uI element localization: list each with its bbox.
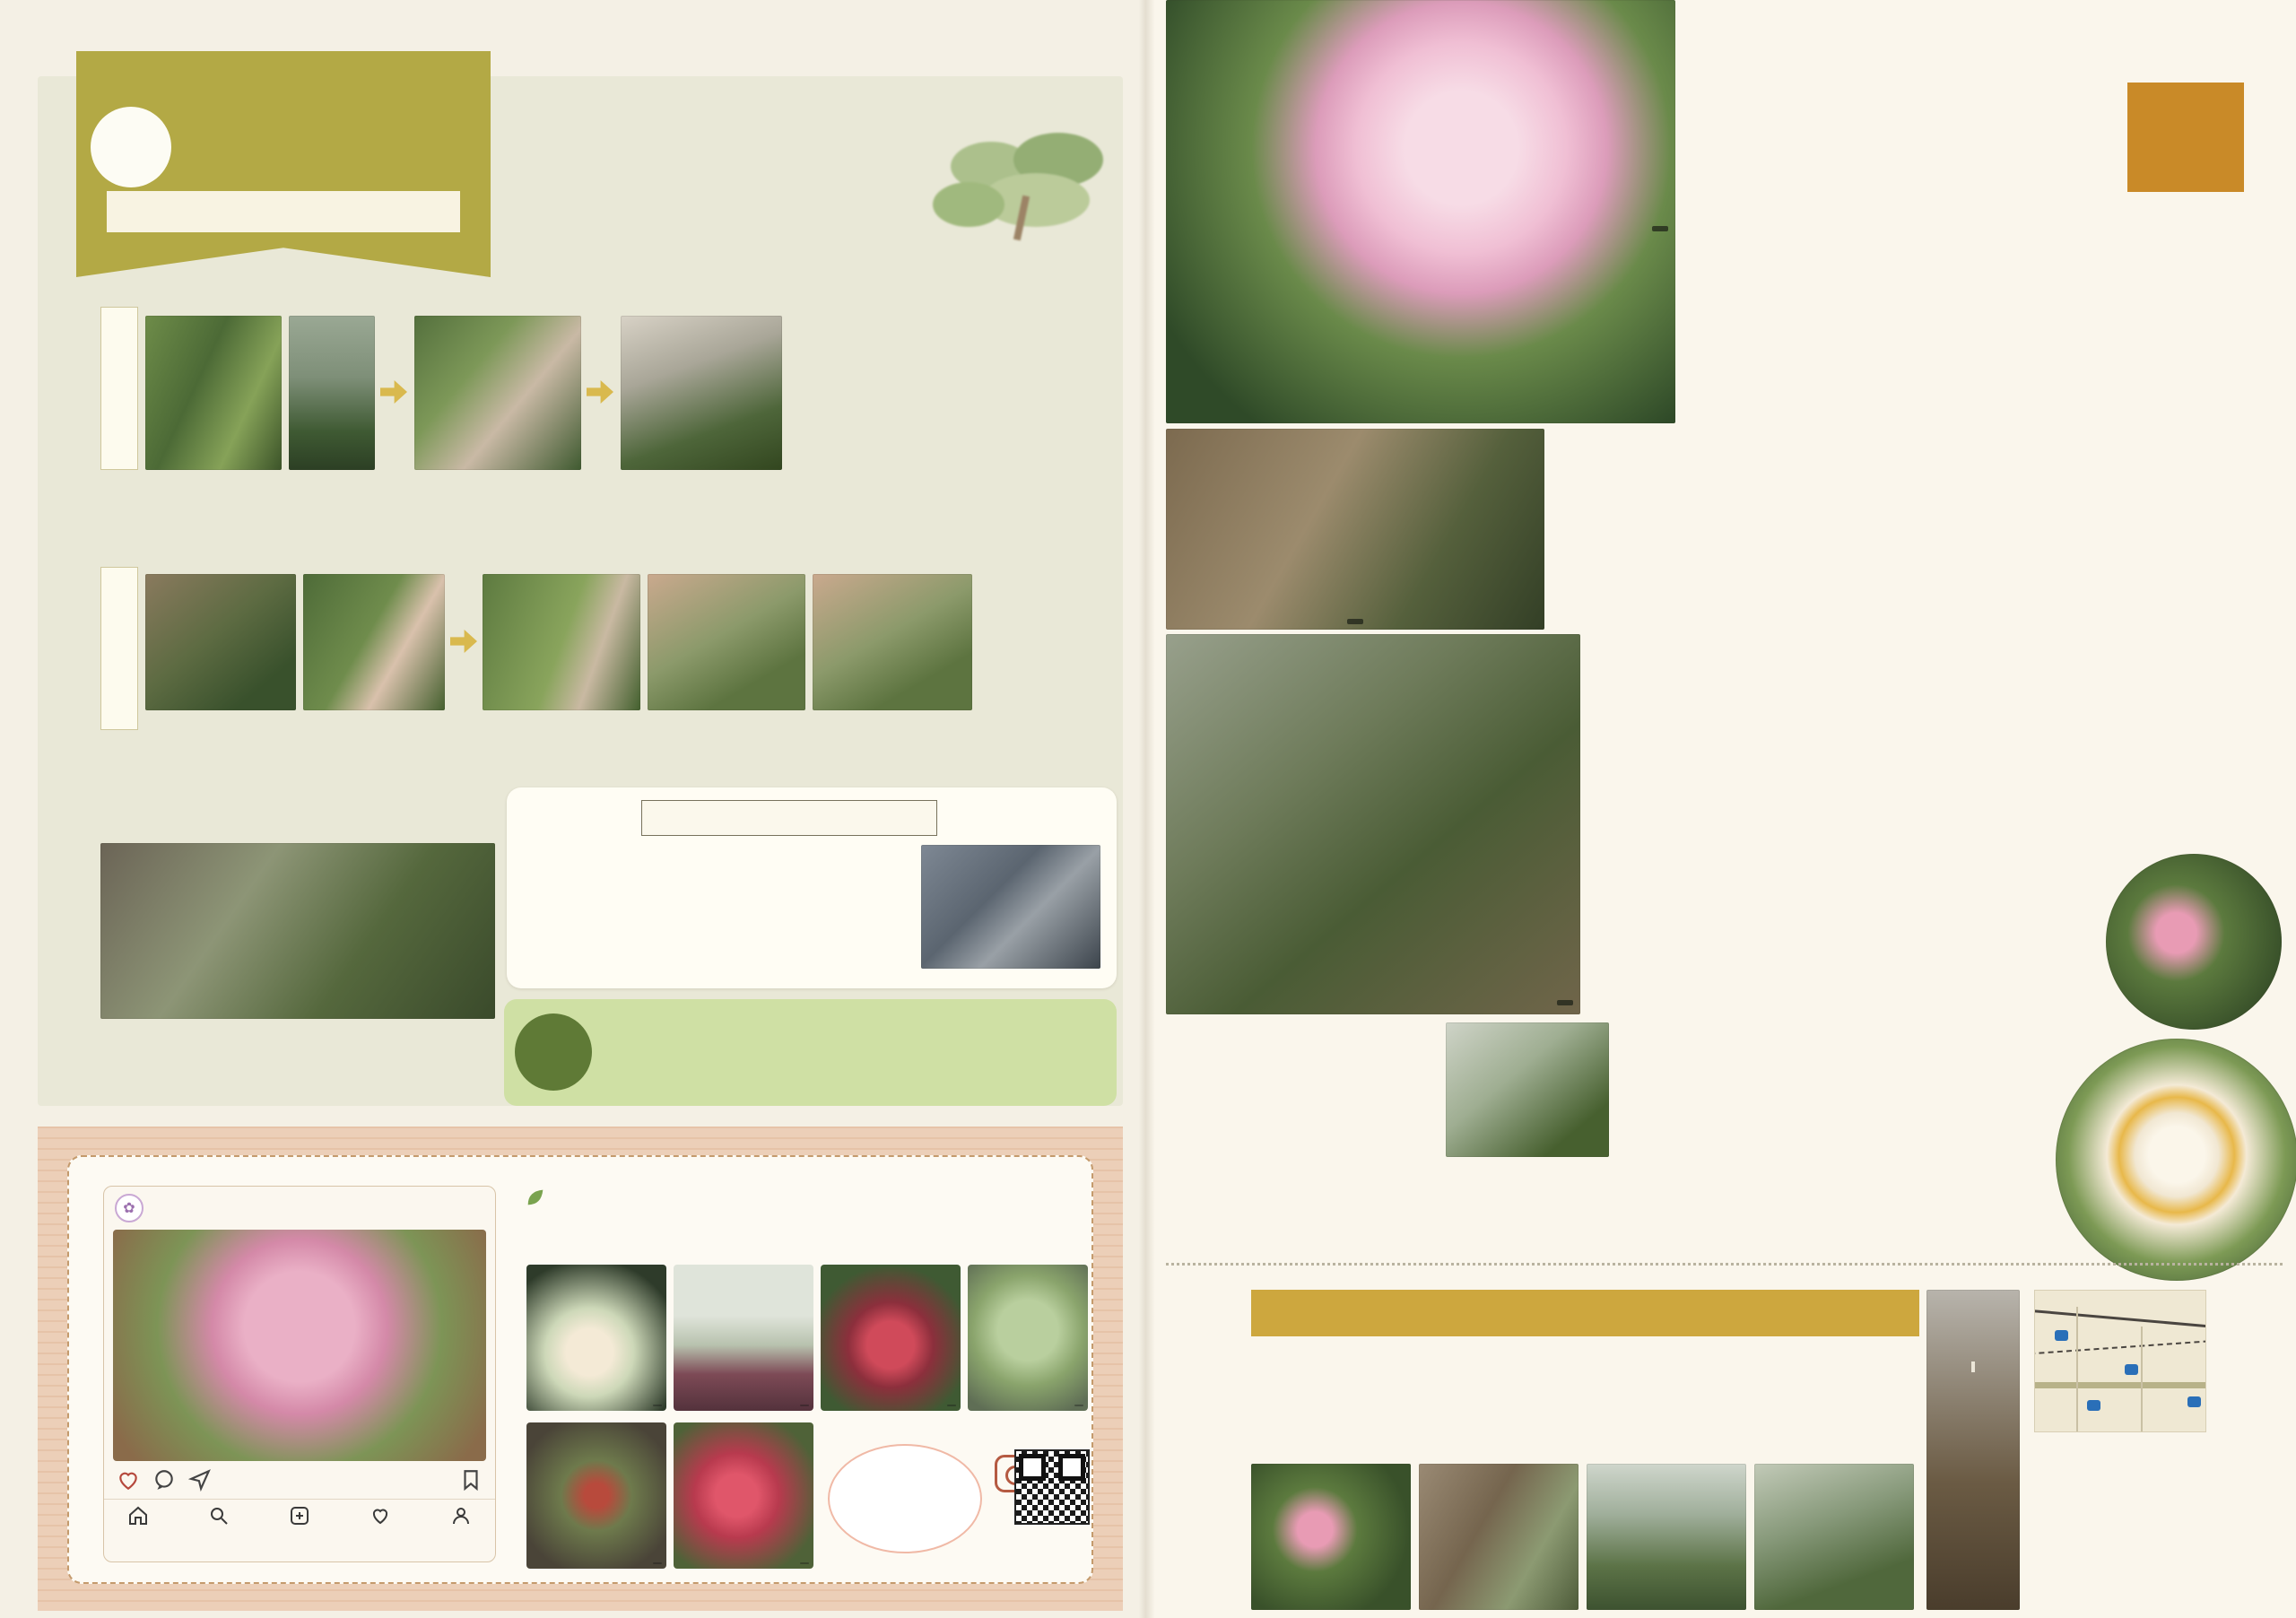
- interview-section-1: [1650, 135, 1946, 641]
- likes-icon: [370, 1505, 391, 1527]
- photo-shop-camellia: [1251, 1464, 1411, 1610]
- instagram-section: [38, 1127, 1123, 1611]
- instagram-post-photo: [113, 1230, 486, 1461]
- follow-bubble: [828, 1444, 982, 1553]
- photo-tweezers-closeup: [483, 574, 640, 710]
- episode-badge: [91, 107, 171, 187]
- add-post-icon: [289, 1505, 310, 1527]
- photo-tanuki-statue: [1926, 1290, 2020, 1610]
- avatar: ✿: [115, 1194, 144, 1222]
- home-icon: [127, 1505, 149, 1527]
- photo-camellia-flower: [1166, 0, 1675, 423]
- instagram-nav-row: [104, 1499, 495, 1532]
- photo-pruning-seedling: [414, 316, 581, 470]
- photo-pink-camellia-circle: [2106, 854, 2282, 1030]
- contributor-name: [653, 1562, 662, 1564]
- profile-icon: [450, 1505, 472, 1527]
- photo-hands-pruning: [303, 574, 445, 710]
- photo-old-needles-hand: [813, 574, 972, 710]
- comment-icon: [152, 1468, 176, 1492]
- photo-shop-bonsai-pots: [1419, 1464, 1578, 1610]
- tools-title: [641, 800, 937, 836]
- highway-road: [2035, 1382, 2206, 1388]
- contributor-name: [947, 1405, 956, 1406]
- photo-white-camellia-circle: [2056, 1039, 2296, 1281]
- photo-goyomatsu-bonsai: [145, 574, 296, 710]
- profile-block: [1166, 1024, 1435, 1035]
- contest-photo: [674, 1265, 813, 1411]
- route-shield-13: [2187, 1396, 2201, 1407]
- contributor-name: [800, 1562, 809, 1564]
- instagram-panel: [67, 1155, 1093, 1584]
- interview-headline: [2083, 203, 2152, 866]
- route-shield-332: [2125, 1364, 2138, 1375]
- interview-section-2: [1632, 651, 1944, 1250]
- contest-photo: [526, 1422, 666, 1569]
- contest-photo: [968, 1265, 1088, 1411]
- postscript-box: [504, 999, 1117, 1106]
- qr-code: [1014, 1449, 1090, 1525]
- shop-info-block: [2034, 1442, 2285, 1449]
- photo-wire-bending: [1166, 429, 1544, 630]
- instagram-section-title: [526, 1182, 544, 1231]
- row1-label: [100, 307, 138, 470]
- postscript-badge: [515, 1013, 592, 1091]
- route-shield-335: [2087, 1400, 2100, 1411]
- jr-line: [2034, 1340, 2206, 1355]
- photo-hand-holding-sprig: [1446, 1022, 1609, 1157]
- shop-banner: [1251, 1290, 1919, 1336]
- instagram-section-desc: [787, 1177, 1138, 1205]
- section1-top: [1650, 135, 1946, 378]
- section1-paragraph-2: [1650, 384, 1946, 640]
- statue-sign: [1971, 1361, 1975, 1372]
- instagram-post-header: [104, 1187, 495, 1230]
- contest-photo: [674, 1422, 813, 1569]
- section-divider: [1166, 1263, 2283, 1266]
- bookmark-icon: [459, 1468, 483, 1492]
- tools-box: [507, 787, 1117, 988]
- contributor-name: [800, 1405, 809, 1406]
- special-interview-badge: [2127, 83, 2244, 192]
- leaf-icon: [526, 1188, 544, 1206]
- pine-illustration: [933, 133, 1121, 245]
- contributor-name: [653, 1405, 662, 1406]
- photo-repotting-work: [100, 843, 495, 1019]
- share-icon: [188, 1468, 212, 1492]
- instagram-action-row: [104, 1461, 495, 1493]
- photo-seedling-pot: [289, 316, 375, 470]
- photo-needle-plucking: [648, 574, 805, 710]
- contest-photo: [526, 1265, 666, 1411]
- hankyu-line: [2034, 1309, 2206, 1328]
- route-shield-176: [2055, 1330, 2068, 1341]
- contest-photo: [821, 1265, 961, 1411]
- row2-label: [100, 567, 138, 730]
- heart-icon: [117, 1468, 140, 1492]
- course-subtitle: [107, 191, 460, 232]
- course-ribbon: [76, 51, 491, 277]
- search-icon: [208, 1505, 230, 1527]
- photo-finished-seedling: [621, 316, 782, 470]
- pine-foliage-blob: [933, 182, 1004, 227]
- minor-road: [2141, 1327, 2143, 1432]
- official-account-block: [828, 1419, 1090, 1571]
- photo-shop-greenhouse-2: [1754, 1464, 1914, 1610]
- minor-road: [2076, 1307, 2078, 1432]
- photo-shop-greenhouse: [1587, 1464, 1746, 1610]
- photo-bonsai-garden: [1166, 634, 1580, 1014]
- wiring-caption: [1347, 619, 1363, 624]
- instagram-post-card: [103, 1186, 496, 1562]
- photo-bonsai-tools: [921, 845, 1100, 969]
- contributor-name: [1074, 1405, 1083, 1406]
- photo-seedling-trays: [145, 316, 282, 470]
- pine-caption: [1557, 1000, 1573, 1005]
- access-map: [2034, 1290, 2206, 1432]
